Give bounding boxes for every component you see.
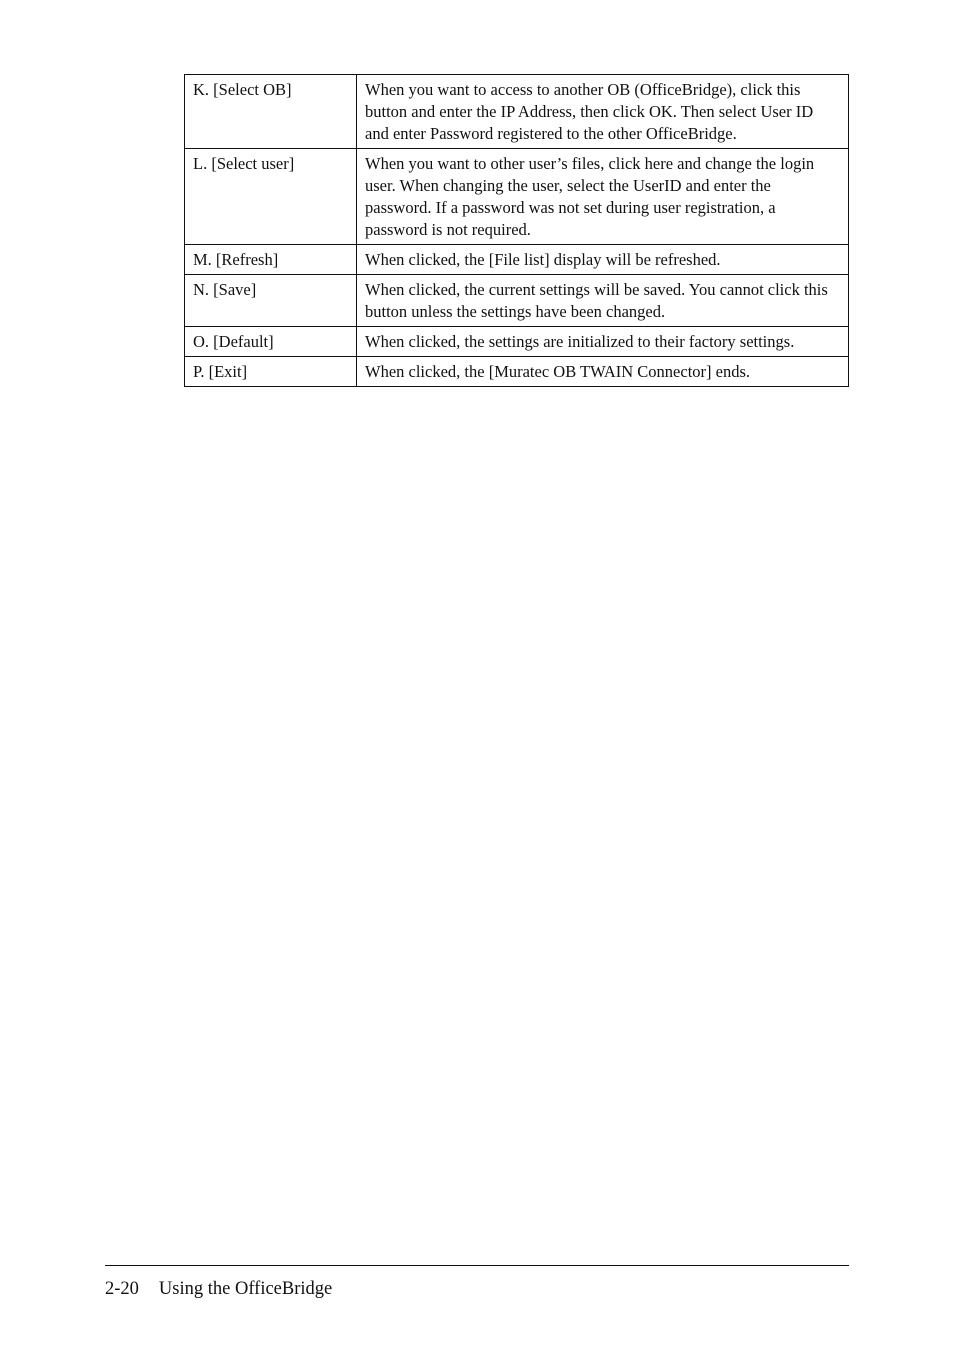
footer-divider [105,1265,849,1266]
item-label: K. [Select OB] [185,75,357,149]
button-description-table [184,74,849,387]
table-row [185,357,849,387]
table-row [185,245,849,275]
item-label: L. [Select user] [185,149,357,245]
item-description: When clicked, the current settings will be saved. You cannot click this button unless the settings have been changed. [357,275,849,327]
item-label: P. [Exit] [185,357,357,387]
item-description: When clicked, the [Muratec OB TWAIN Connector] ends. [357,357,849,387]
table-row [185,327,849,357]
table-row [185,149,849,245]
item-label: N. [Save] [185,275,357,327]
item-description: When clicked, the [File list] display will be refreshed. [357,245,849,275]
item-label: O. [Default] [185,327,357,357]
page-number: 2-20 [105,1279,139,1299]
section-title: Using the OfficeBridge [158,1279,333,1299]
page-footer [105,1277,332,1301]
item-description: When you want to other user’s files, click here and change the login user. When changing the user, select the UserID and enter the password. If a password was not set during user registration, a password is not required. [357,149,849,245]
table-row [185,275,849,327]
item-label: M. [Refresh] [185,245,357,275]
item-description: When you want to access to another OB (OfficeBridge), click this button and enter the IP Address, then click OK. Then select User ID and enter Password registered to the other OfficeBridge. [357,75,849,149]
table-row [185,75,849,149]
item-description: When clicked, the settings are initialized to their factory settings. [357,327,849,357]
